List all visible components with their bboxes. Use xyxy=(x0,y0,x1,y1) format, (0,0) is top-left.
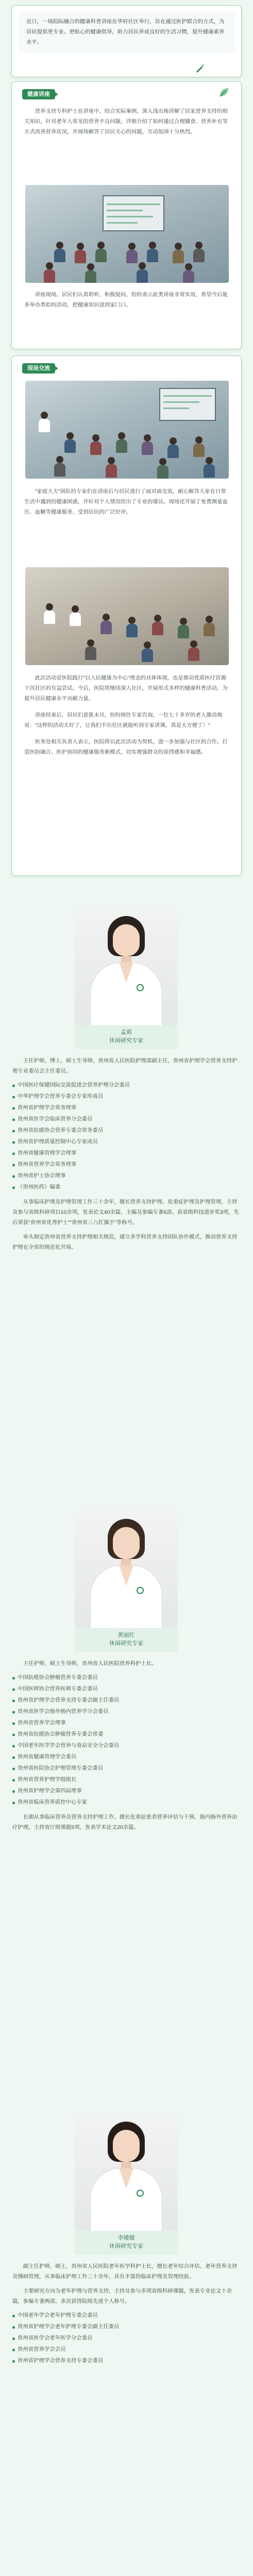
expert-title-1: 休闲研究专家 xyxy=(109,1038,143,1044)
lecture-photo-2 xyxy=(25,381,229,479)
role-item: 贵州省护理学会营养支持专委会委员 xyxy=(12,2357,241,2366)
lecture-photo-3 xyxy=(25,567,229,665)
role-item: 贵州省护士协会理事 xyxy=(12,1172,241,1181)
section1-para-2: 讲座现场，居民们认真聆听，积极提问，纷纷表示此类讲座非常实用，希望今后能多举办类似的活动，把健康知识送到家门口。 xyxy=(24,292,228,308)
expert-bio-intro-2: 主任护师，硕士生导师，贵州省人民医院营养科护士长。 xyxy=(23,1661,157,1667)
section-tag-2: 现场交流 xyxy=(22,363,55,374)
expert-bio-1 xyxy=(12,1056,241,1257)
role-item: 贵州省医学会老年医学分会委员 xyxy=(12,2334,241,2343)
expert-bio-intro-3: 副主任护师，硕士，贵州省人民医院老年医学科护士长，擅长老年综合评估、老年营养支持及慢病管理，从事临床护理工作二十余年，具有丰富的临床护理及管理经验。 xyxy=(12,2264,238,2280)
expert-bio-3 xyxy=(12,2262,241,2368)
section-tag-1: 健康讲座 xyxy=(22,89,55,99)
expert-roles-1 xyxy=(12,1081,241,1192)
section2-para-3: 讲座结束后，居民们意犹未尽，纷纷围住专家咨询，一位七十多岁的老人激动地说："这样的活动太好了，让我们不出社区就能听到专家讲课，真是太方便了！" xyxy=(24,713,223,728)
expert-bio-2 xyxy=(12,1659,241,1837)
intro-card xyxy=(11,5,242,77)
section-card-1 xyxy=(11,81,242,349)
projector-screen xyxy=(103,195,164,231)
role-item: 贵州省护理质量控制中心专家成员 xyxy=(12,1138,241,1147)
role-item: 贵州省护理学会第四届理事 xyxy=(12,1787,241,1796)
role-item: 中国医师协会营养医师专委会委员 xyxy=(12,1685,241,1694)
brush-icon xyxy=(195,63,205,73)
expert-photo-1 xyxy=(75,907,178,1025)
expert-namebox-3 xyxy=(75,2231,178,2255)
expert-photo-3 xyxy=(75,2112,178,2231)
section2-para-2: 此次活动是医院践行"以人民健康为中心"理念的具体体现，也是推动优质医疗资源下沉社区的有益尝试。今后，医院将继续深入社区，开展形式多样的健康科普活动，为提升居民健康水平贡献力量。 xyxy=(24,675,228,702)
section2-para-4: 医务处相关负责人表示，医院将以此次活动为契机，进一步加强与社区的合作，打造医防融合、医护协同的健康服务新模式，切实增强群众的获得感和幸福感。 xyxy=(24,739,228,755)
role-item: 贵州省临床营养质控中心专家 xyxy=(12,1798,241,1807)
expert-bio-extra-1: 牵头制定贵州省营养支持护理相关规范，建立多学科营养支持团队协作模式，推动营养支持护理在全省的规范化开展。 xyxy=(12,1234,238,1250)
expert-name-1: 孟莉 xyxy=(121,1029,132,1036)
role-item: 贵州省医院协会护理管理专委会委员 xyxy=(12,1764,241,1773)
expert-namebox-1 xyxy=(75,1025,178,1049)
section-card-2 xyxy=(11,355,242,876)
role-item: 中国老年学会老年护理专委会委员 xyxy=(12,2311,241,2320)
expert-photo-2 xyxy=(75,1510,178,1628)
role-item: 贵州省健康管理学会委员 xyxy=(12,1753,241,1762)
expert-name-2: 黄丽红 xyxy=(117,1632,135,1638)
expert-namebox-2 xyxy=(75,1628,178,1652)
role-item: 贵州省医学会肠外肠内营养学分会委员 xyxy=(12,1707,241,1717)
role-item: 贵州省营养学会常务理事 xyxy=(12,1160,241,1170)
leaf-icon xyxy=(218,87,229,98)
role-item: 贵州省营养学会理事 xyxy=(12,1719,241,1728)
role-item: 贵州省营养学会会员 xyxy=(12,2345,241,2354)
role-item: 贵州省健康管理学会理事 xyxy=(12,1149,241,1158)
expert-name-3: 李媛媛 xyxy=(117,2235,135,2241)
role-item: 贵州省抗癌协会营养专委会常务委员 xyxy=(12,1126,241,1136)
role-item: 贵州省护理学会老年护理专委会副主任委员 xyxy=(12,2323,241,2332)
expert-title-3: 休闲研究专家 xyxy=(109,2243,143,2249)
expert-title-2: 休闲研究专家 xyxy=(109,1640,143,1647)
role-item: 贵州省抗癌协会肿瘤营养专委会常委 xyxy=(12,1730,241,1739)
expert-bio-intro-1: 主任护师，博士，硕士生导师，贵州省人民医院护理部副主任，贵州省护理学会营养支持护理专业委员会主任委员。 xyxy=(12,1058,238,1074)
role-item: 贵州省营养护理学组组长 xyxy=(12,1775,241,1785)
projector-screen-2 xyxy=(159,388,216,421)
section2-para-1: "家庭大夫"团队的专家们在讲座后与居民进行了面对面交流，耐心解答大家在日常生活中遇到的健康困惑，并针对个人情况给出了专业的建议。现场还开展了免费测量血压、血糖等健康服务，受到居民的广泛好评。 xyxy=(24,489,228,515)
intro-text: 近日，一场院际融合的健康科普讲座在华府社区举行，旨在通过医护联合的方式，为居民提供更专业、更贴心的健康指导，助力居民养成良好的生活习惯，提升健康素养水平。 xyxy=(18,12,235,53)
expert-bio-detail-2: 长期从事临床营养及营养支持护理工作，擅长危重症患者营养评估与干预、肠内肠外营养治疗护理，主持省厅级课题5项，发表学术论文20余篇。 xyxy=(12,1815,238,1831)
expert-bio-detail-1: 从事临床护理及护理管理工作三十余年，擅长营养支持护理、危重症护理及护理管理，主持及参与省级科研项目10余项，发表论文40余篇，主编及参编专著6部。获省级科技进步奖3项，先后荣获"贵州省优秀护士""贵州省三八红旗手"等称号。 xyxy=(12,1199,239,1226)
expert-roles-3 xyxy=(12,2311,241,2366)
role-item: 中华护理学会营养专委会专家库成员 xyxy=(12,1092,241,1101)
expert-bio-extra-3: 主要研究方向为老年护理与营养支持，主持及参与多项省级科研课题，发表专业论文十余篇，参编专著两部，多次获得院级先进个人称号。 xyxy=(12,2289,232,2304)
role-item: 贵州省护理学会营养支持专委会副主任委员 xyxy=(12,1696,241,1705)
role-item: 贵州省护理学会常务理事 xyxy=(12,1104,241,1113)
role-item: 中国老年医学学会营养与食品安全分会委员 xyxy=(12,1741,241,1751)
expert-roles-2 xyxy=(12,1673,241,1807)
lecture-photo-1 xyxy=(25,185,229,283)
role-item: 贵州省医学会临床营养分会委员 xyxy=(12,1115,241,1124)
role-item: 中国抗癌协会肿瘤营养专委会委员 xyxy=(12,1673,241,1683)
role-item: 中国医疗保健国际交流促进会营养护理分会委员 xyxy=(12,1081,241,1090)
section1-para-1: 营养支持专科护士在讲座中，结合实际案例，深入浅出地讲解了居家营养支持的相关知识，针对老年人常见的营养不良问题，详细介绍了如何通过合理膳食、营养补充等方式改善营养状况，并现场解答了居民关心的问题，互动氛围十分热烈。 xyxy=(24,109,228,135)
role-item: 《贵州医药》编委 xyxy=(12,1183,241,1192)
